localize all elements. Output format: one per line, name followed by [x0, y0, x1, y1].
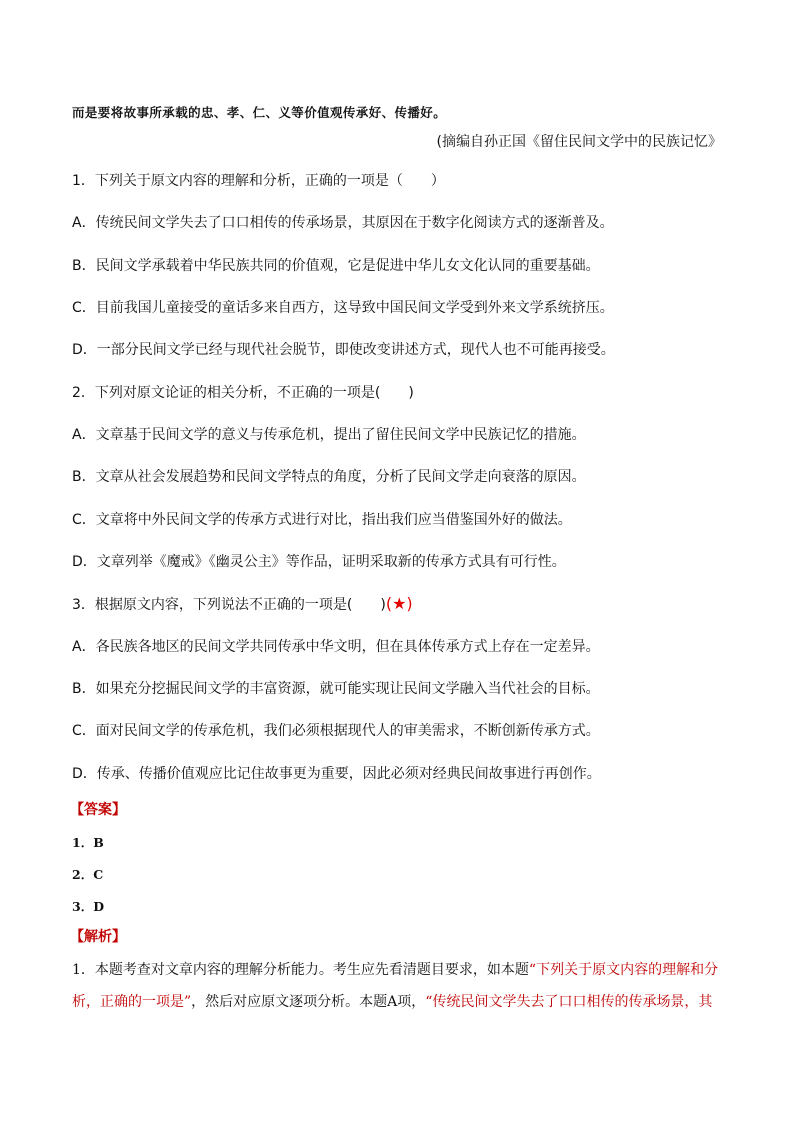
question-1-option-c: C．目前我国儿童接受的童话多来自西方，这导致中国民间文学受到外来文学系统挤压。 [72, 300, 614, 316]
intro-line: 而是要将故事所承载的忠、孝、仁、义等价值观传承好、传播好。 [72, 105, 447, 120]
question-1-option-b: B．民间文学承载着中华民族共同的价值观，它是促进中华儿女文化认同的重要基础。 [72, 258, 600, 274]
question-3-option-d: D．传承、传播价值观应比记住故事更为重要，因此必须对经典民间故事进行再创作。 [72, 766, 601, 782]
answer-2: 2．C [72, 867, 104, 882]
question-2-option-b: B．文章从社会发展趋势和民间文学特点的角度，分析了民间文学走向衰落的原因。 [72, 469, 586, 485]
question-3-option-c: C．面对民间文学的传承危机，我们必须根据现代人的审美需求，不断创新传承方式。 [72, 723, 600, 739]
question-1-stem: 1．下列关于原文内容的理解和分析，正确的一项是（ ） [72, 173, 445, 189]
question-3-option-b: B．如果充分挖掘民间文学的丰富资源，就可能实现让民间文学融入当代社会的目标。 [72, 681, 600, 697]
question-2-option-c: C．文章将中外民间文学的传承方式进行对比，指出我们应当借鉴国外好的做法。 [72, 512, 572, 528]
analysis-line-2-quote-a: 析，正确的一项是” [72, 994, 192, 1010]
analysis-line-1 [72, 960, 718, 980]
answer-3: 3．D [72, 899, 105, 914]
question-2-option-a: A．文章基于民间文学的意义与传承危机，提出了留住民间文学中民族记忆的措施。 [72, 427, 586, 443]
source-citation: (摘编自孙正国《留住民间文学中的民族记忆》 [436, 134, 722, 150]
question-1-option-d: D．一部分民间文学已经与现代社会脱节，即使改变讲述方式，现代人也不可能再接受。 [72, 342, 615, 358]
question-3-stem: 3．根据原文内容，下列说法不正确的一项是( ) [72, 597, 386, 613]
analysis-line-2-text: ，然后对应原文逐项分析。本题A项， [191, 994, 426, 1010]
question-2-option-d: D．文章列举《魔戒》《幽灵公主》等作品，证明采取新的传承方式具有可行性。 [72, 554, 566, 570]
difficulty-star-icon: (★) [385, 594, 413, 613]
question-2-stem: 2．下列对原文论证的相关分析，不正确的一项是( ) [72, 385, 414, 401]
analysis-heading: 【解析】 [70, 929, 126, 945]
answer-heading: 【答案】 [70, 802, 126, 818]
question-1-option-a: A．传统民间文学失去了口口相传的传承场景，其原因在于数字化阅读方式的逐渐普及。 [72, 215, 614, 231]
analysis-line-2 [72, 992, 712, 1012]
question-3-option-a: A．各民族各地区的民间文学共同传承中华文明，但在具体传承方式上存在一定差异。 [72, 639, 600, 655]
analysis-line-1-text: 1．本题考查对文章内容的理解分析能力。考生应先看清题目要求，如本题 [72, 962, 529, 978]
answer-1: 1．B [72, 835, 104, 850]
question-3-stem-row [72, 594, 413, 615]
analysis-line-1-quote: “下列关于原文内容的理解和分 [528, 962, 719, 978]
analysis-line-2-quote-b: “传统民间文学失去了口口相传的传承场景，其 [425, 994, 713, 1010]
